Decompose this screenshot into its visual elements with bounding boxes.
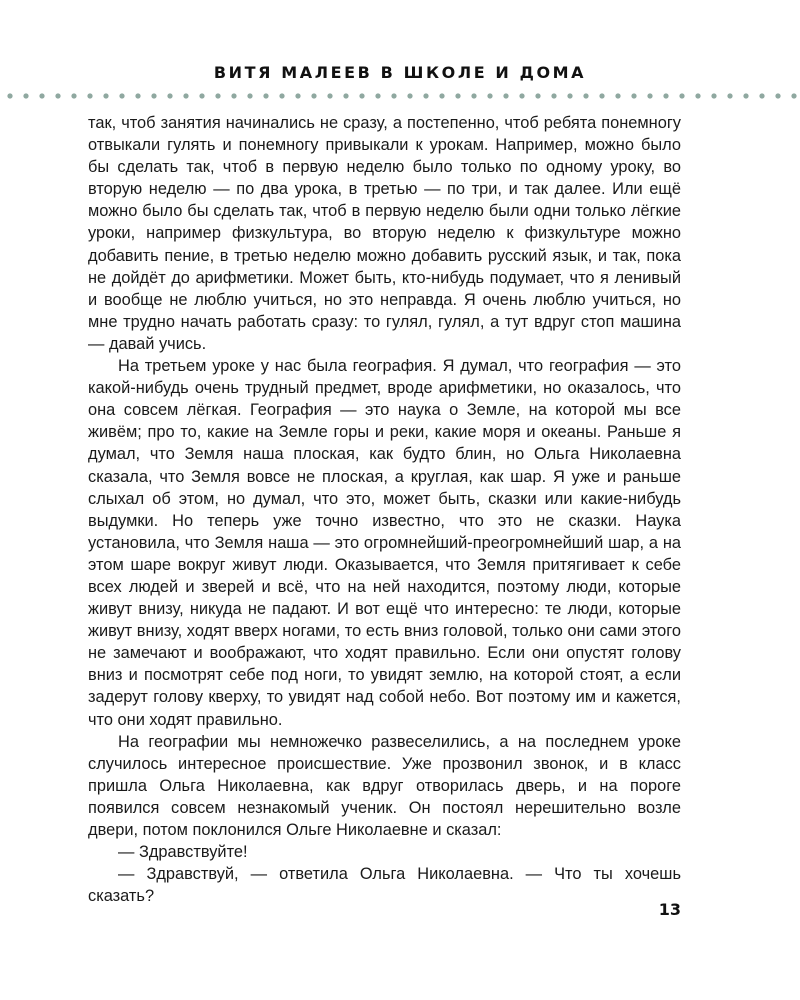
- running-title: ВИТЯ МАЛЕЕВ В ШКОЛЕ И ДОМА: [213, 63, 587, 82]
- paragraph-continued: так, чтоб занятия начинались не сразу, а постепенно, чтоб ребята понемногу отвыкали гулять и понемногу привыкали к урокам. Например, можно было бы сделать так, чтоб в первую неделю было только по одному уроку, во вторую неделю — по два урока, в третью — по три, и так далее. Или ещё можно было бы сделать так, чтоб в первую неделю были одни только лёгкие уроки, например физкультура, во вторую неделю к физкультуре можно добавить пение, в третью неделю можно добавить русский язык, и так, пока не дойдёт до арифметики. Может быть, кто-нибудь подумает, что я ленивый и вообще не люблю учиться, но это неправда. Я очень люблю учиться, но мне трудно начать работать сразу: то гулял, гулял, а тут вдруг стоп машина — давай учись.: [88, 114, 681, 353]
- page-body: [88, 112, 681, 907]
- dotted-divider: [0, 91, 800, 101]
- dialogue-line: — Здравствуйте!: [118, 843, 248, 862]
- page-number: 13: [658, 900, 681, 919]
- paragraph-last-lesson: На географии мы немножечко развеселились, а на последнем уроке случилось интересное происшествие. Уже прозвонил звонок, и в класс пришла Ольга Николаевна, как вдруг отворилась дверь, и на пороге появился совсем незнакомый ученик. Он постоял нерешительно возле двери, потом поклонился Ольге Николаевне и сказал:: [88, 732, 681, 839]
- dialogue-line: — Здравствуй, — ответила Ольга Николаевна. — Что ты хочешь сказать?: [88, 865, 681, 906]
- paragraph-geography: На третьем уроке у нас была география. Я думал, что география — это какой-нибудь очень трудный предмет, вроде арифметики, но оказалось, что она совсем лёгкая. География — это наука о Земле, на которой мы все живём; про то, какие на Земле горы и реки, какие моря и океаны. Раньше я думал, что Земля наша плоская, как будто блин, но Ольга Николаевна сказала, что Земля вовсе не плоская, а круглая, как шар. Я уже и раньше слыхал об этом, но думал, что это, может быть, сказки или какие-нибудь выдумки. Но теперь уже точно известно, что это не сказки. Наука установила, что Земля наша — это огромнейший-преогромнейший шар, а на этом шаре вокруг живут люди. Оказывается, что Земля притягивает к себе всех людей и зверей и всё, что на ней находится, поэтому люди, которые живут внизу, никуда не падают. И вот ещё что интересно: те люди, которые живут внизу, ходят вверх ногами, то есть вниз головой, только они сами этого не замечают и воображают, что ходят правильно. Если они опустят голову вниз и посмотрят себе под ноги, то увидят землю, на которой стоят, а если задерут голову кверху, то увидят над собой небо. Вот поэтому им и кажется, что они ходят правильно.: [88, 357, 681, 729]
